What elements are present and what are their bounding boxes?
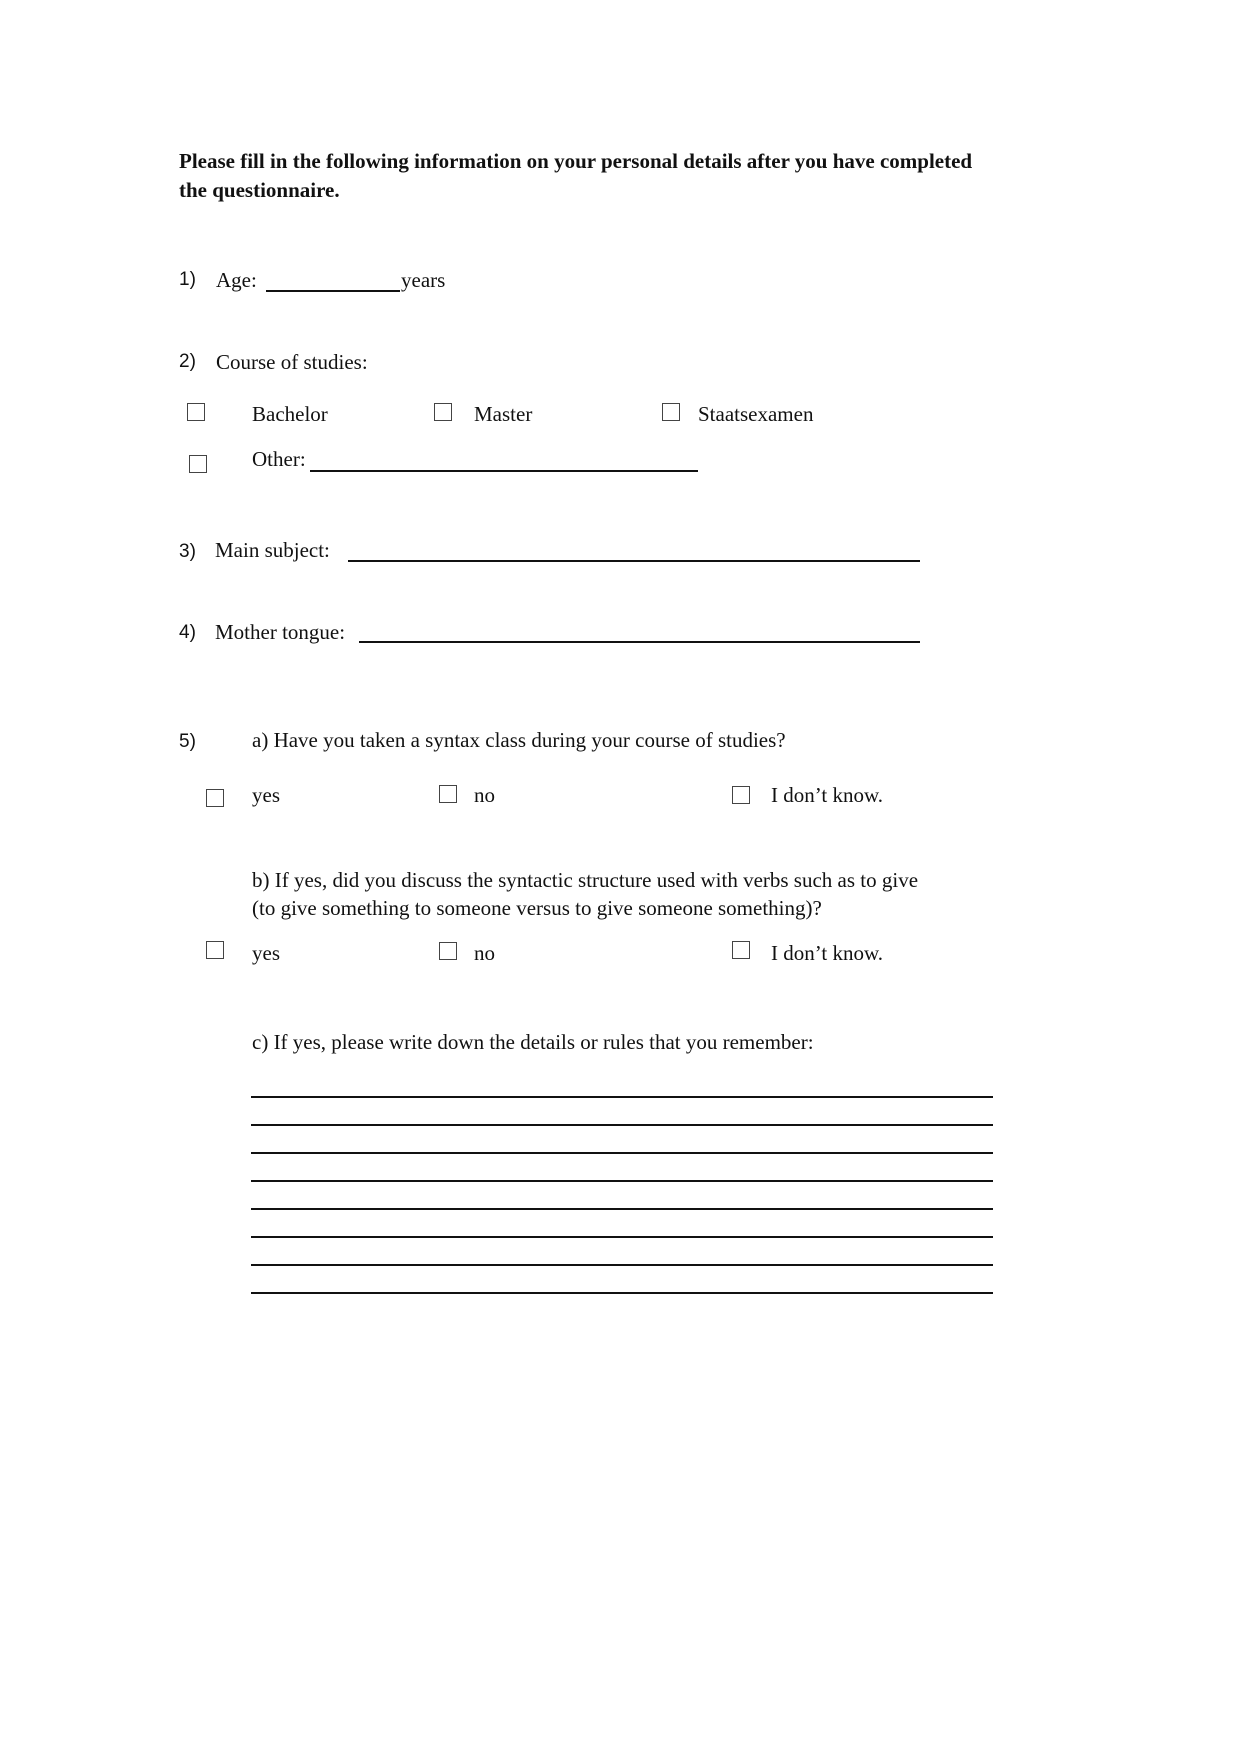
- intro-instructions: Please fill in the following information on your personal details after you have completed the questionnaire.: [179, 149, 973, 202]
- q5a-yes-label: yes: [252, 783, 280, 807]
- q5a-no-label: no: [474, 783, 495, 807]
- q5c-answer-line[interactable]: [251, 1124, 993, 1126]
- other-label: Other:: [252, 447, 306, 471]
- q5b-yes-checkbox[interactable]: [206, 941, 224, 959]
- other-checkbox[interactable]: [189, 455, 207, 473]
- q1-years-label: years: [401, 268, 446, 292]
- q1-age-label: Age:: [216, 268, 257, 292]
- q5c-answer-line[interactable]: [251, 1264, 993, 1266]
- q5c-answer-line[interactable]: [251, 1152, 993, 1154]
- q5c-question: c) If yes, please write down the details or rules that you remember:: [252, 1030, 814, 1054]
- age-input-line[interactable]: [266, 290, 400, 292]
- bachelor-label: Bachelor: [252, 402, 328, 426]
- q5c-answer-line[interactable]: [251, 1096, 993, 1098]
- q5b-yes-label: yes: [252, 941, 280, 965]
- q1-number: 1): [179, 269, 196, 290]
- staatsexamen-label: Staatsexamen: [698, 402, 814, 426]
- q5b-no-checkbox[interactable]: [439, 942, 457, 960]
- q5-number: 5): [179, 731, 196, 752]
- mother-tongue-input-line[interactable]: [359, 641, 920, 643]
- q3-main-subject-label: Main subject:: [215, 538, 330, 562]
- q5c-answer-line[interactable]: [251, 1236, 993, 1238]
- q5b-dont-know-checkbox[interactable]: [732, 941, 750, 959]
- q2-course-label: Course of studies:: [216, 350, 368, 374]
- q5a-dont-know-label: I don’t know.: [771, 783, 883, 807]
- q4-mother-tongue-label: Mother tongue:: [215, 620, 346, 644]
- q5a-yes-checkbox[interactable]: [206, 789, 224, 807]
- q5c-answer-line[interactable]: [251, 1180, 993, 1182]
- q5a-dont-know-checkbox[interactable]: [732, 786, 750, 804]
- bachelor-checkbox[interactable]: [187, 403, 205, 421]
- main-subject-input-line[interactable]: [348, 560, 920, 562]
- q2-number: 2): [179, 351, 196, 372]
- q4-number: 4): [179, 622, 196, 643]
- q5b-no-label: no: [474, 941, 495, 965]
- q5b-question-line1: b) If yes, did you discuss the syntactic structure used with verbs such as to give: [252, 868, 919, 892]
- other-input-line[interactable]: [310, 470, 698, 472]
- q3-number: 3): [179, 541, 196, 562]
- q5c-answer-line[interactable]: [251, 1208, 993, 1210]
- q5a-no-checkbox[interactable]: [439, 785, 457, 803]
- staatsexamen-checkbox[interactable]: [662, 403, 680, 421]
- q5b-dont-know-label: I don’t know.: [771, 941, 883, 965]
- q5a-question: a) Have you taken a syntax class during your course of studies?: [252, 728, 786, 752]
- q5c-answer-line[interactable]: [251, 1292, 993, 1294]
- master-checkbox[interactable]: [434, 403, 452, 421]
- q5b-question-line2: (to give something to someone versus to give someone something)?: [252, 896, 822, 920]
- master-label: Master: [474, 402, 533, 426]
